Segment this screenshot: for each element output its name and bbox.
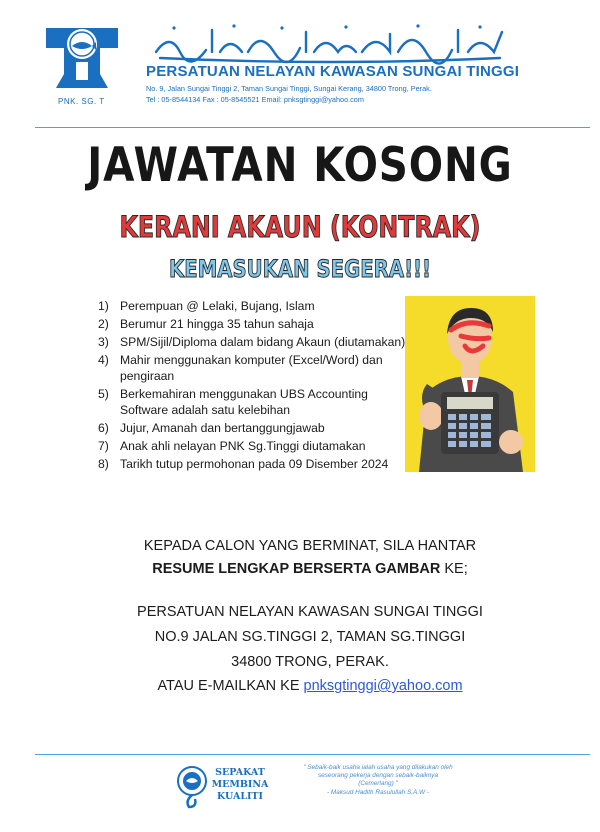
list-item xyxy=(98,352,418,384)
page-title: JAWATAN KOSONG xyxy=(87,138,513,193)
requirement-text: Perempuan @ Lelaki, Bujang, Islam xyxy=(120,299,315,313)
list-item xyxy=(98,316,418,332)
list-item xyxy=(98,438,418,454)
item-number: 4) xyxy=(98,353,109,367)
accountant-with-calculator-illustration xyxy=(405,296,535,472)
header-divider xyxy=(35,127,590,128)
item-number: 3) xyxy=(98,335,109,349)
apply-requirement-bold: RESUME LENGKAP BERSERTA GAMBAR xyxy=(152,561,441,577)
item-number: 6) xyxy=(98,421,109,436)
logo-code: PNK. SG. T xyxy=(58,97,105,106)
motto-line: SEPAKAT xyxy=(215,767,265,778)
apply-instruction: KEPADA CALON YANG BERMINAT, SILA HANTAR xyxy=(143,538,477,554)
footer-divider xyxy=(35,754,590,755)
list-item xyxy=(98,298,418,314)
email-instruction xyxy=(0,678,600,694)
item-number: 8) xyxy=(98,457,109,472)
mailing-address-town: 34800 TRONG, PERAK. xyxy=(231,654,389,670)
list-item xyxy=(98,386,418,418)
requirement-text: Berumur 21 hingga 35 tahun sahaja xyxy=(120,317,314,331)
motto-emblem xyxy=(175,765,209,809)
apply-requirement xyxy=(0,561,600,577)
requirements-list xyxy=(98,298,418,474)
requirement-text: Tarikh tutup permohonan pada 09 Disember 2024 xyxy=(120,457,389,472)
email-prefix: ATAU E-MAILKAN KE xyxy=(157,678,304,694)
email-link[interactable]: pnksgtinggi@yahoo.com xyxy=(303,678,463,694)
organization-name: PERSATUAN NELAYAN KAWASAN SUNGAI TINGGI xyxy=(146,63,520,80)
organization-address: No. 9, Jalan Sungai Tinggi 2, Taman Sungai Tinggi, Sungai Kerang, 34800 Trong, Perak. xyxy=(146,84,432,93)
mailing-address-street: NO.9 JALAN SG.TINGGI 2, TAMAN SG.TINGGI xyxy=(154,629,466,645)
motto-line: KUALITI xyxy=(217,791,263,802)
jawi-script-logotype xyxy=(150,22,510,66)
list-item xyxy=(98,334,418,350)
hadith-quote xyxy=(278,764,478,797)
mailing-address-name: PERSATUAN NELAYAN KAWASAN SUNGAI TINGGI xyxy=(137,604,483,620)
quote-line: " Sebaik-baik usaha ialah usaha yang dilakukan oleh xyxy=(303,764,453,771)
urgency-label: KEMASUKAN SEGERA!!! xyxy=(169,255,431,283)
quote-line: - Maksud Hadith Rasulullah S.A.W - xyxy=(327,788,429,796)
item-number: 2) xyxy=(98,317,109,331)
motto xyxy=(210,767,270,803)
quote-line: (Cemerlang) " xyxy=(358,780,398,788)
list-item xyxy=(98,456,418,472)
quote-line: seseorang pekerja dengan sebaik-baiknya xyxy=(317,772,439,780)
requirement-text: SPM/Sijil/Diploma dalam bidang Akaun (diutamakan) xyxy=(120,335,406,349)
association-logo xyxy=(42,22,122,94)
item-number: 7) xyxy=(98,439,109,454)
position-title: KERANI AKAUN (KONTRAK) xyxy=(119,210,481,244)
item-number: 5) xyxy=(98,387,109,402)
item-number: 1) xyxy=(98,299,109,313)
motto-line: MEMBINA xyxy=(211,779,269,790)
list-item xyxy=(98,420,418,436)
requirement-text: Jujur, Amanah dan bertanggungjawab xyxy=(120,421,325,436)
requirement-text: Berkemahiran menggunakan UBS Accounting Software adalah satu kelebihan xyxy=(120,387,368,418)
organization-contact: Tel : 05-8544134 Fax : 05-8545521 Email: pnksgtinggi@yahoo.com xyxy=(146,95,364,104)
requirement-text: Anak ahli nelayan PNK Sg.Tinggi diutamakan xyxy=(120,439,366,454)
requirement-text: Mahir menggunakan komputer (Excel/Word) dan pengiraan xyxy=(120,353,383,384)
apply-requirement-rest: KE; xyxy=(440,561,468,577)
